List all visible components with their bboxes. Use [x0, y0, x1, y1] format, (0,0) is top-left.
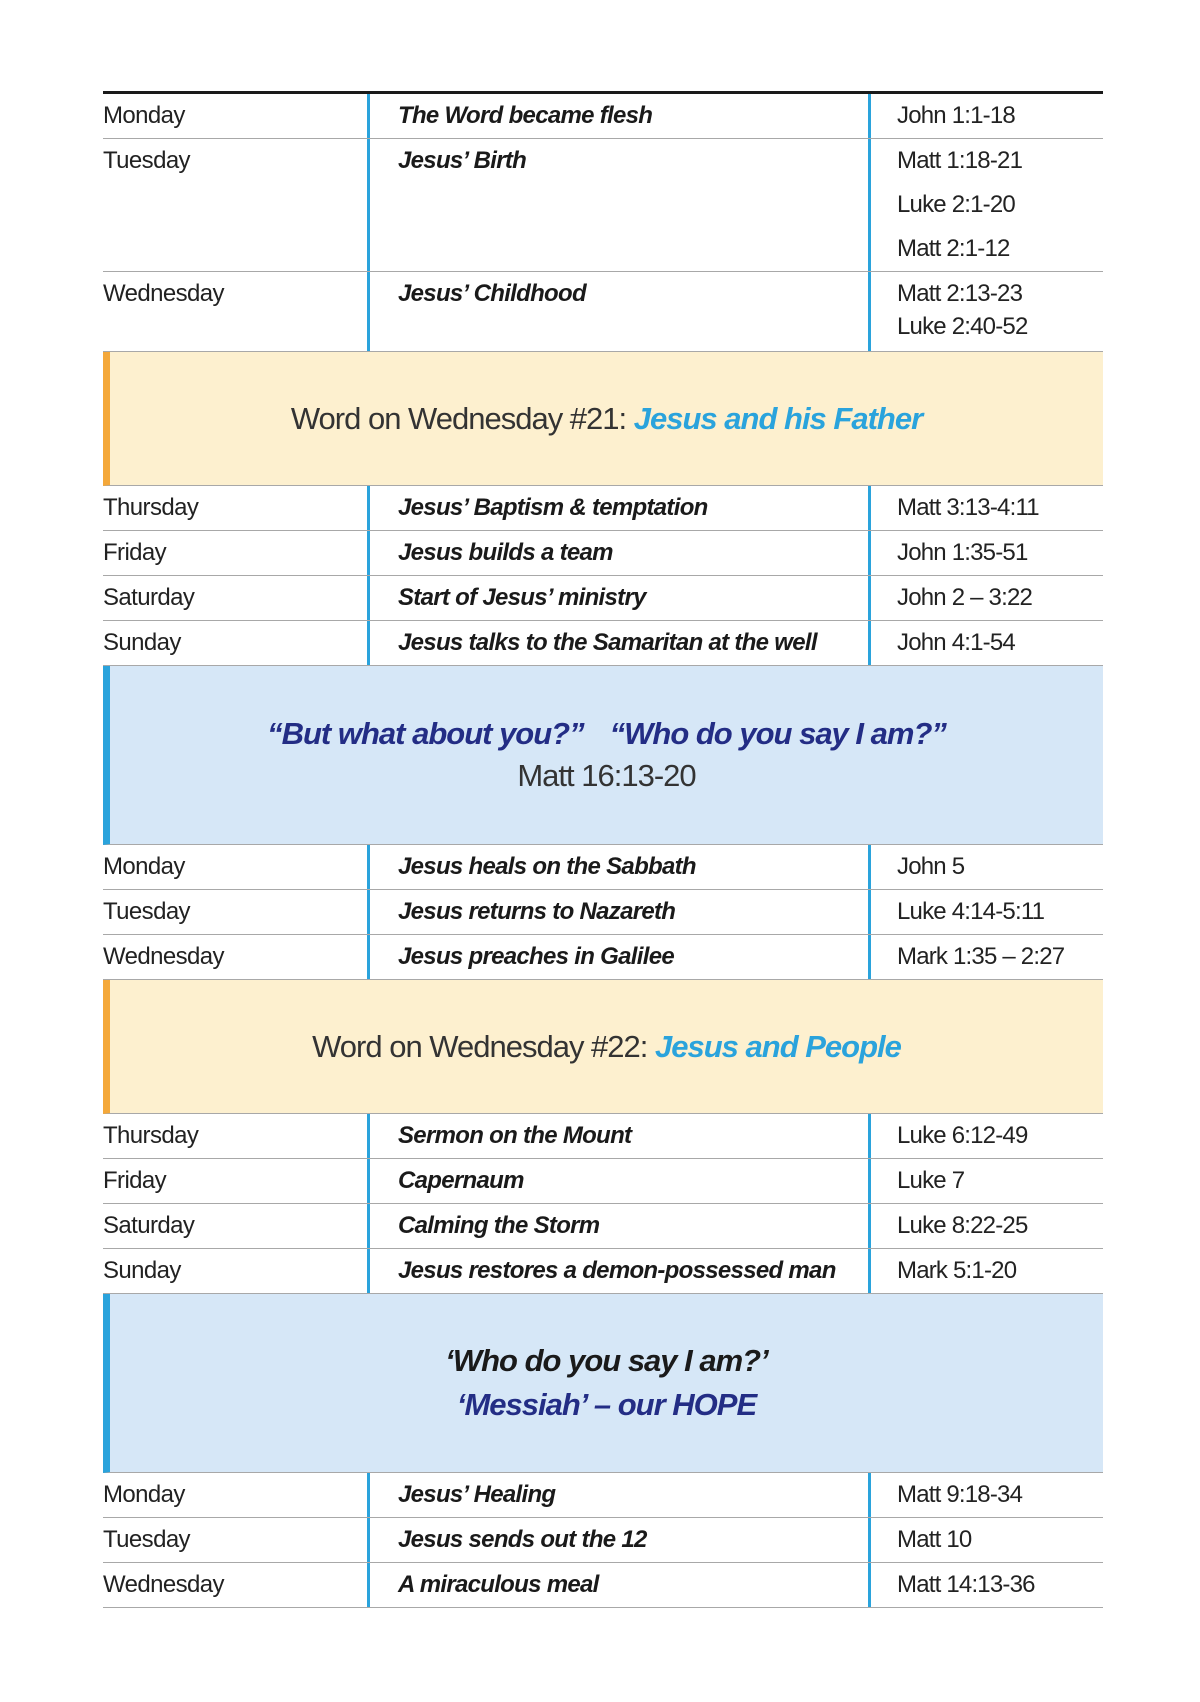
table-row — [103, 935, 1103, 980]
scripture-ref: Luke 4:14-5:11 — [897, 898, 1045, 925]
reading-plan — [103, 91, 1103, 1608]
table-row — [103, 1249, 1103, 1294]
word-on-wednesday-banner — [103, 980, 1103, 1114]
quote-banner — [103, 1294, 1103, 1473]
banner-prefix: Word on Wednesday #21: — [290, 400, 634, 436]
day-label: Friday — [103, 1167, 167, 1194]
table-row — [103, 531, 1103, 576]
day-label: Saturday — [103, 584, 195, 611]
table-row — [103, 1563, 1103, 1608]
banner-topic: Jesus and his Father — [633, 400, 923, 436]
scripture-ref: Matt 2:13-23 — [897, 280, 1023, 307]
scripture-ref: Matt 2:1-12 — [897, 235, 1010, 262]
table-row — [103, 1159, 1103, 1204]
scripture-ref: Matt 10 — [897, 1526, 972, 1553]
table-row — [103, 845, 1103, 890]
quote-text: “But what about you?” — [267, 716, 584, 751]
quote-text: “Who do you say I am?” — [609, 716, 946, 751]
reading-topic: Jesus restores a demon-possessed man — [367, 1249, 871, 1293]
reading-topic: Jesus’ Healing — [367, 1473, 871, 1517]
reading-group-4 — [103, 1114, 1103, 1294]
reading-topic: Start of Jesus’ ministry — [367, 576, 871, 620]
quote-line — [267, 716, 946, 752]
reading-topic: Jesus returns to Nazareth — [367, 890, 871, 934]
day-label: Thursday — [103, 494, 199, 521]
scripture-refs — [871, 139, 1103, 271]
scripture-ref: John 1:35-51 — [897, 539, 1028, 566]
table-row — [103, 576, 1103, 621]
day-label: Tuesday — [103, 1526, 190, 1553]
banner-prefix: Word on Wednesday #22: — [312, 1028, 656, 1064]
scripture-ref: Matt 3:13-4:11 — [897, 494, 1039, 521]
banner-heading — [291, 401, 922, 437]
reading-topic: Jesus talks to the Samaritan at the well — [367, 621, 871, 665]
reading-topic: Jesus’ Baptism & temptation — [367, 486, 871, 530]
reading-group-3 — [103, 845, 1103, 980]
day-label: Sunday — [103, 629, 181, 656]
reading-topic: Calming the Storm — [367, 1204, 871, 1248]
day-label: Tuesday — [103, 898, 190, 925]
table-row — [103, 1114, 1103, 1159]
word-on-wednesday-banner — [103, 352, 1103, 486]
scripture-ref: Mark 1:35 – 2:27 — [897, 943, 1065, 970]
scripture-ref: John 5 — [897, 853, 965, 880]
day-label: Sunday — [103, 1257, 181, 1284]
reading-group-1 — [103, 94, 1103, 352]
quote-text: ‘Messiah’ – our HOPE — [456, 1387, 757, 1422]
scripture-ref: John 4:1-54 — [897, 629, 1015, 656]
day-label: Monday — [103, 853, 185, 880]
reading-topic: Jesus heals on the Sabbath — [367, 845, 871, 889]
scripture-ref: John 2 – 3:22 — [897, 584, 1033, 611]
table-row — [103, 621, 1103, 666]
day-label: Thursday — [103, 1122, 199, 1149]
scripture-ref: Luke 7 — [897, 1167, 965, 1194]
quote-text: ‘Who do you say I am?’ — [445, 1343, 768, 1378]
day-label: Tuesday — [103, 147, 190, 174]
scripture-ref: Matt 9:18-34 — [897, 1481, 1023, 1508]
table-row — [103, 94, 1103, 139]
scripture-ref: Matt 14:13-36 — [897, 1571, 1035, 1598]
day-label: Friday — [103, 539, 167, 566]
table-row — [103, 1204, 1103, 1249]
reading-topic: Jesus’ Birth — [367, 139, 871, 271]
scripture-ref: Mark 5:1-20 — [897, 1257, 1017, 1284]
scripture-ref: Luke 6:12-49 — [897, 1122, 1028, 1149]
day-label: Saturday — [103, 1212, 195, 1239]
reading-topic: A miraculous meal — [367, 1563, 871, 1607]
day-label: Monday — [103, 1481, 185, 1508]
reading-topic: Jesus’ Childhood — [367, 272, 871, 351]
day-label: Wednesday — [103, 280, 224, 307]
day-label: Wednesday — [103, 1571, 224, 1598]
banner-topic: Jesus and People — [655, 1028, 901, 1064]
reading-topic: Jesus sends out the 12 — [367, 1518, 871, 1562]
day-label: Wednesday — [103, 943, 224, 970]
table-row — [103, 890, 1103, 935]
scripture-refs — [871, 272, 1103, 351]
day-label: Monday — [103, 102, 185, 129]
table-row — [103, 486, 1103, 531]
reading-topic: Jesus preaches in Galilee — [367, 935, 871, 979]
reading-topic: The Word became flesh — [367, 94, 871, 138]
reading-topic: Capernaum — [367, 1159, 871, 1203]
scripture-ref: John 1:1-18 — [897, 102, 1015, 129]
quote-reference: Matt 16:13-20 — [517, 758, 696, 793]
scripture-ref: Luke 2:1-20 — [897, 191, 1015, 218]
quote-banner — [103, 666, 1103, 845]
reading-group-2 — [103, 486, 1103, 666]
banner-heading — [312, 1029, 901, 1065]
scripture-ref: Luke 8:22-25 — [897, 1212, 1028, 1239]
table-row — [103, 272, 1103, 352]
reading-topic: Sermon on the Mount — [367, 1114, 871, 1158]
scripture-ref: Matt 1:18-21 — [897, 147, 1023, 174]
table-row — [103, 1473, 1103, 1518]
reading-group-5 — [103, 1473, 1103, 1608]
table-row — [103, 1518, 1103, 1563]
table-row — [103, 139, 1103, 272]
scripture-ref: Luke 2:40-52 — [897, 313, 1028, 340]
reading-topic: Jesus builds a team — [367, 531, 871, 575]
